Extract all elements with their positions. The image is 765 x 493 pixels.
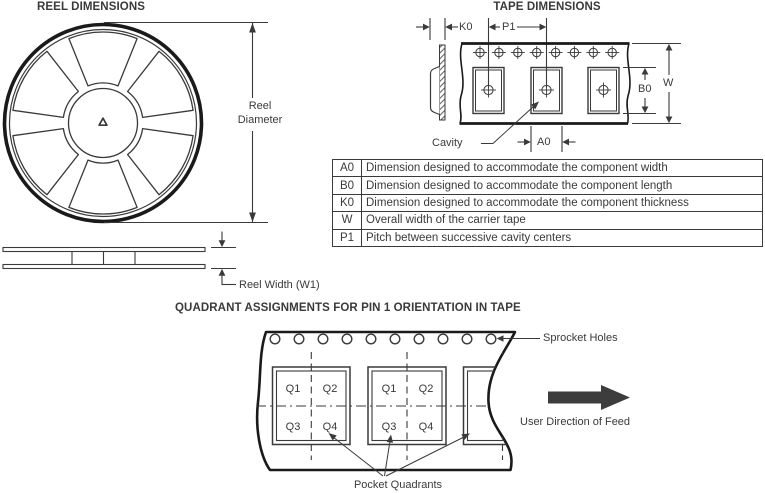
pocket2-q2-label: Q2 — [418, 383, 434, 395]
table-row — [333, 160, 763, 177]
dim-label-a0: A0 — [537, 136, 551, 148]
pocket1-q2-label: Q2 — [322, 383, 338, 395]
reel-diameter-line1: Reel — [248, 100, 272, 112]
dim-label-w: W — [663, 77, 674, 89]
pocket2-q1-label: Q1 — [381, 383, 397, 395]
pocket-quadrants-label: Pocket Quadrants — [353, 479, 443, 491]
quadrant-tape-outline — [257, 332, 515, 470]
sprocket-hole-icon — [511, 46, 525, 59]
sprocket-holes-label: Sprocket Holes — [543, 332, 618, 344]
reel-dimensions-title: REEL DIMENSIONS — [37, 1, 145, 13]
table-row — [333, 212, 763, 229]
cavity — [588, 68, 619, 114]
dim-description: Dimension designed to accommodate the component thickness — [362, 194, 763, 211]
dim-label-b0: B0 — [638, 83, 652, 95]
sprocket-hole-icon — [549, 46, 563, 59]
dim-code: P1 — [333, 229, 362, 246]
reel-width-label: Reel Width (W1) — [239, 279, 320, 291]
dim-description: Overall width of the carrier tape — [362, 212, 763, 229]
sprocket-hole-icon — [473, 46, 487, 59]
sprocket-hole-icon — [605, 46, 619, 59]
dim-code: A0 — [333, 160, 362, 177]
tape-side-profile — [431, 45, 446, 120]
dim-label-k0: K0 — [459, 21, 473, 33]
reel-diameter-label — [238, 100, 283, 127]
sprocket-hole-icon — [492, 46, 506, 59]
table-row — [333, 229, 763, 246]
pocket2-q4-label: Q4 — [418, 421, 434, 433]
tape-break-edge-left — [460, 44, 463, 124]
feed-direction-label: User Direction of Feed — [520, 416, 631, 428]
sprocket-hole-icon — [530, 46, 544, 59]
reel-front-view — [5, 25, 202, 222]
dim-description: Pitch between successive cavity centers — [362, 229, 763, 246]
table-row — [333, 194, 763, 211]
dim-code: K0 — [333, 194, 362, 211]
reel-diameter-line2: Diameter — [237, 113, 283, 126]
dim-label-p1: P1 — [502, 21, 516, 33]
dimension-legend-table — [332, 159, 763, 247]
table-row — [333, 177, 763, 194]
dimension-k0 — [416, 18, 458, 40]
pocket1-q4-label: Q4 — [322, 421, 338, 433]
pocket-bump-profile — [431, 67, 440, 115]
pocket1-q1-label: Q1 — [285, 383, 301, 395]
cavity-label: Cavity — [432, 137, 463, 149]
feed-direction-arrow — [548, 385, 630, 410]
reel-side-view — [3, 248, 205, 269]
sprocket-hole-icon — [567, 46, 581, 59]
reel-width-dimension — [211, 232, 236, 286]
tape-break-edge-right — [627, 44, 630, 124]
sprocket-holes-leader — [497, 335, 540, 341]
dim-description: Dimension designed to accommodate the component length — [362, 177, 763, 194]
sprocket-hole-icon — [586, 46, 600, 59]
dim-description: Dimension designed to accommodate the component width — [362, 160, 763, 177]
pocket1-q3-label: Q3 — [285, 421, 301, 433]
dim-code: W — [333, 212, 362, 229]
quadrant-assignments-title: QUADRANT ASSIGNMENTS FOR PIN 1 ORIENTATION IN TAPE — [175, 302, 521, 314]
dim-code: B0 — [333, 177, 362, 194]
pocket2-q3-label: Q3 — [381, 421, 397, 433]
tape-dimensions-title: TAPE DIMENSIONS — [493, 1, 601, 13]
